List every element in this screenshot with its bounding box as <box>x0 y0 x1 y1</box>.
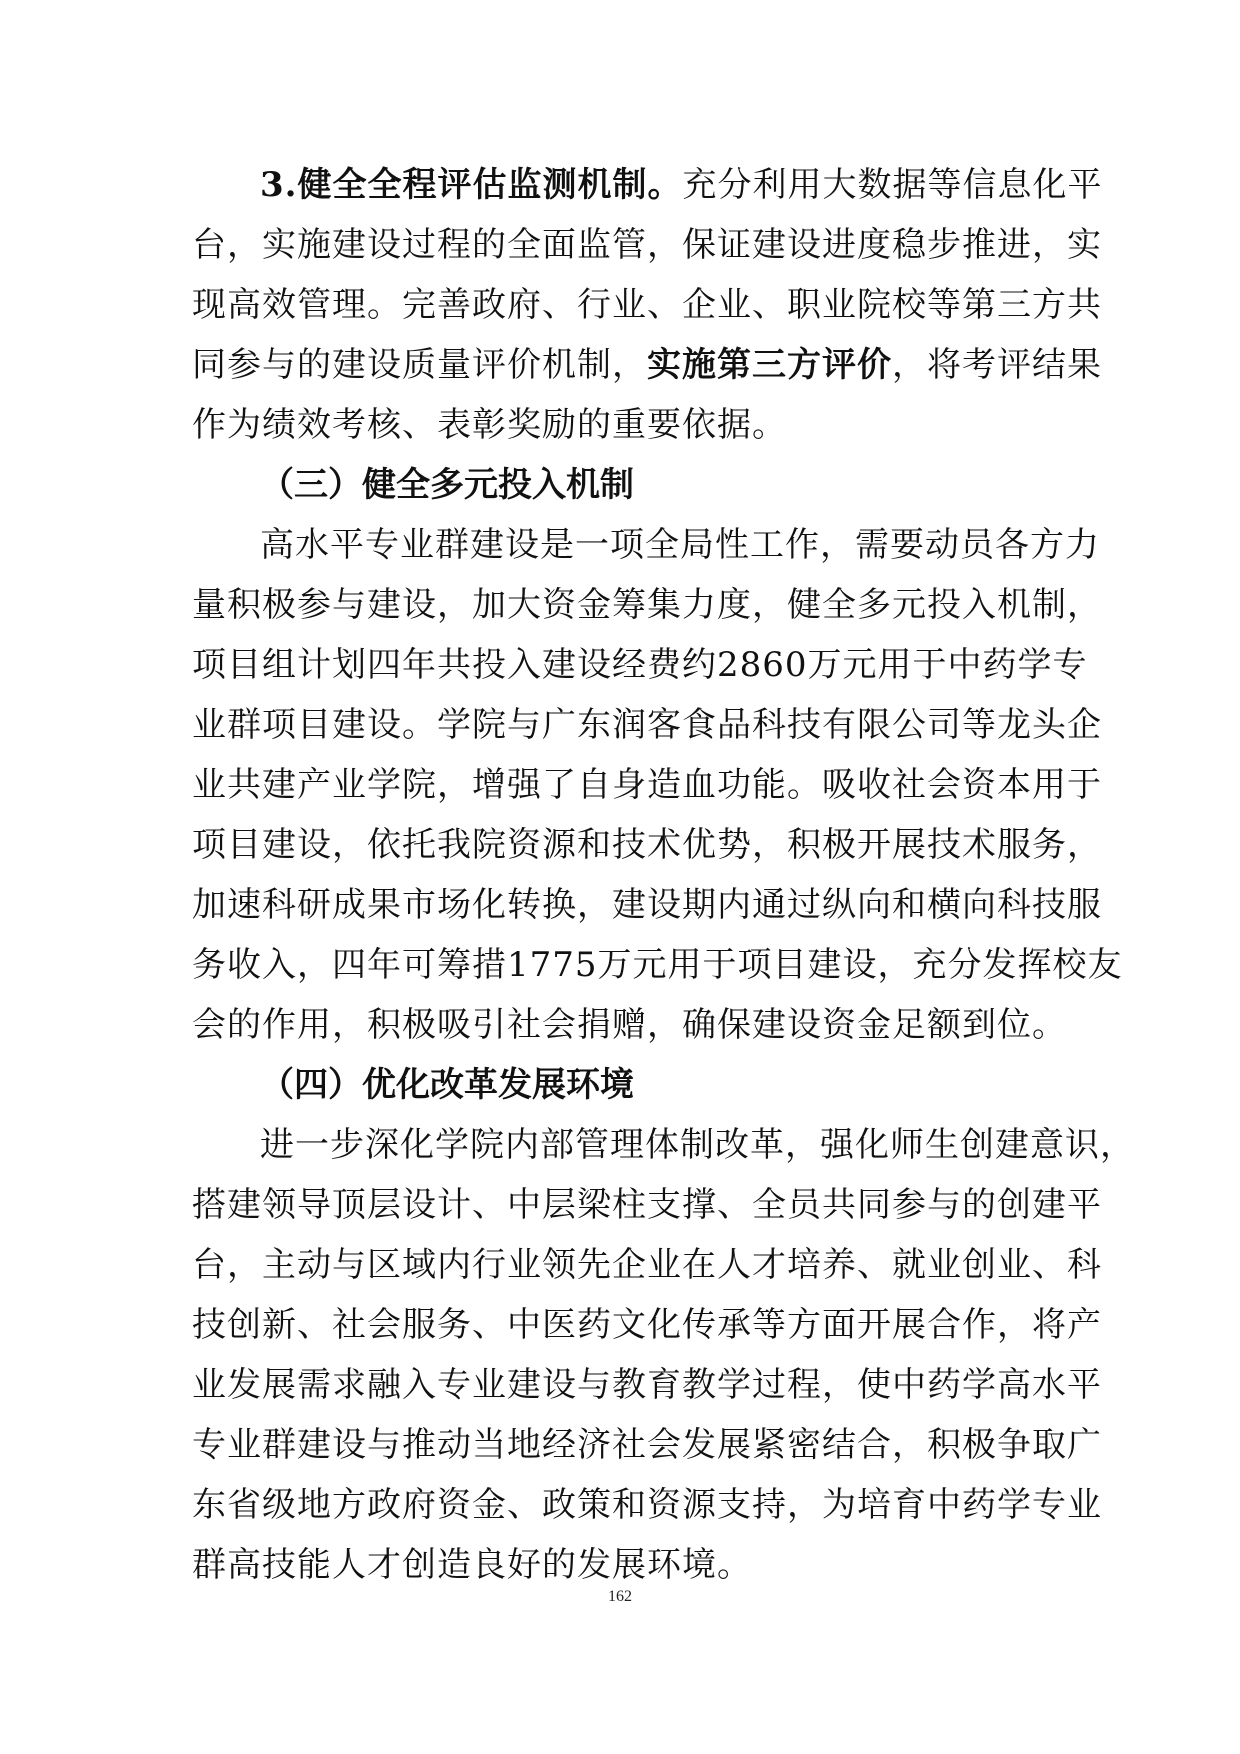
paragraph-line: 会的作用，积极吸引社会捐赠，确保建设资金足额到位。 <box>192 1005 1067 1045</box>
text-run: ，将考评结果 <box>892 345 1102 385</box>
text-run: 同参与的建设质量评价机制， <box>192 345 647 385</box>
paragraph-line: 进一步深化学院内部管理体制改革，强化师生创建意识， <box>260 1125 1135 1165</box>
text-run: 充分利用大数据等信息化平 <box>682 165 1103 205</box>
paragraph-line: 群高技能人才创造良好的发展环境。 <box>192 1545 752 1585</box>
paragraph-line: 台，实施建设过程的全面监管，保证建设进度稳步推进，实 <box>192 225 1102 265</box>
paragraph-line <box>192 155 1103 215</box>
paragraph-line: 业群项目建设。学院与广东润客食品科技有限公司等龙头企 <box>192 705 1102 745</box>
page-number: 162 <box>608 1588 632 1605</box>
section-heading: （三）健全多元投入机制 <box>260 465 634 505</box>
paragraph-line: 加速科研成果市场化转换，建设期内通过纵向和横向科技服 <box>192 885 1102 925</box>
paragraph-line: 项目建设，依托我院资源和技术优势，积极开展技术服务， <box>192 825 1102 865</box>
paragraph-line: 台，主动与区域内行业领先企业在人才培养、就业创业、科 <box>192 1245 1102 1285</box>
paragraph-line: 量积极参与建设，加大资金筹集力度，健全多元投入机制， <box>192 585 1102 625</box>
paragraph-line: 作为绩效考核、表彰奖励的重要依据。 <box>192 405 787 445</box>
paragraph-line: 业共建产业学院，增强了自身造血功能。吸收社会资本用于 <box>192 765 1102 805</box>
subsection-title: 3.健全全程评估监测机制。 <box>260 165 683 205</box>
paragraph-line: 搭建领导顶层设计、中层梁柱支撑、全员共同参与的创建平 <box>192 1185 1102 1225</box>
section-heading: （四）优化改革发展环境 <box>260 1065 634 1105</box>
paragraph-line: 东省级地方政府资金、政策和资源支持，为培育中药学专业 <box>192 1485 1102 1525</box>
paragraph-line: 项目组计划四年共投入建设经费约2860万元用于中药学专 <box>192 645 1088 685</box>
paragraph-line: 业发展需求融入专业建设与教育教学过程，使中药学高水平 <box>192 1365 1102 1405</box>
paragraph-line: 现高效管理。完善政府、行业、企业、职业院校等第三方共 <box>192 285 1102 325</box>
paragraph-line <box>192 335 1102 395</box>
emphasis-text: 实施第三方评价 <box>647 345 892 385</box>
paragraph-line: 技创新、社会服务、中医药文化传承等方面开展合作，将产 <box>192 1305 1102 1345</box>
paragraph-line: 高水平专业群建设是一项全局性工作，需要动员各方力 <box>260 525 1100 565</box>
paragraph-line: 专业群建设与推动当地经济社会发展紧密结合，积极争取广 <box>192 1425 1102 1465</box>
paragraph-line: 务收入，四年可筹措1775万元用于项目建设，充分发挥校友 <box>192 945 1123 985</box>
body-text <box>192 155 1135 1595</box>
